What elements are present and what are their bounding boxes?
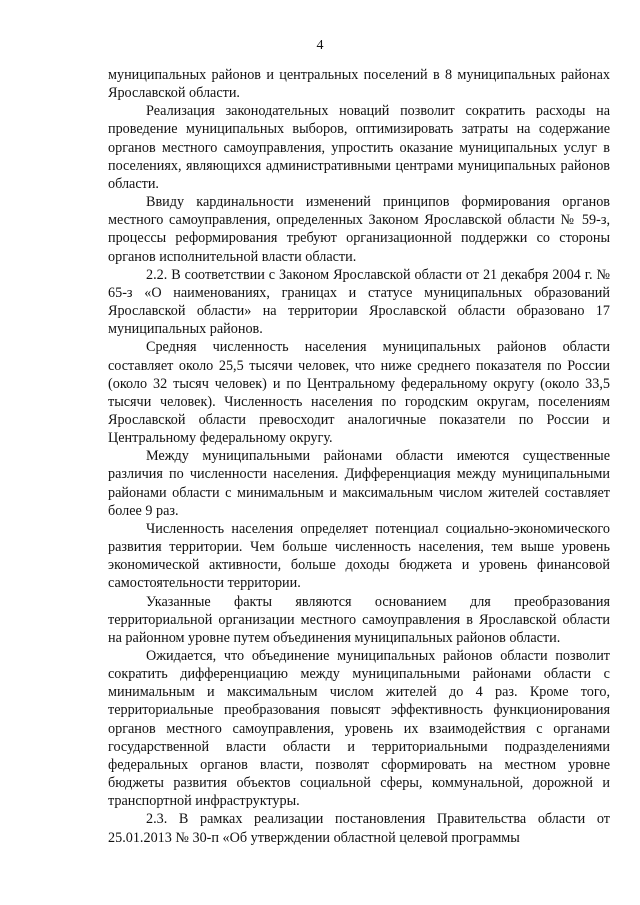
document-body bbox=[108, 66, 610, 847]
paragraph-transformation-basis: Указанные факты являются основанием для преобразования территориальной организации местного самоуправления в Ярославской области на районном уровне путем объединения муниципальных районов области. bbox=[108, 593, 610, 646]
paragraph-population-differences: Между муниципальными районами области имеются существенные различия по численности населения. Дифференциация между муниципальными районами области с минимальным и максимальным числом жителей составляет более 9 раз. bbox=[108, 448, 610, 519]
paragraph-reform-savings: Реализация законодательных новаций позволит сократить расходы на проведение муниципальных выборов, оптимизировать затраты на содержание органов местного самоуправления, упростить оказание муниципальных услуг в поселениях, являющихся административными центрами муниципальных районов области. bbox=[108, 103, 610, 192]
paragraph-section-2-3: 2.3. В рамках реализации постановления Правительства области от 25.01.2013 № 30-п «Об утверждении областной целевой программы bbox=[108, 811, 610, 846]
paragraph-reform-support: Ввиду кардинальности изменений принципов формирования органов местного самоуправления, определенных Законом Ярославской области № 59-з, процессы реформирования требуют организационной поддержки со стороны органов исполнительной власти области. bbox=[108, 194, 610, 265]
paragraph-expected-results: Ожидается, что объединение муниципальных районов области позволит сократить дифференциацию между муниципальными районами области с минимальным и максимальным числом жителей до 4 раз. Кроме того, территориальные преобразования повысят эффективность функционирования органов местного самоуправления, уровень их взаимодействия с органами государственной власти области и территориальными подразделениями федеральных органов власти, позволят сформировать на местном уровне бюджеты развития объектов социальной сферы, коммунальной, дорожной и транспортной инфраструктуры. bbox=[108, 648, 610, 810]
paragraph-continuation: муниципальных районов и центральных поселений в 8 муниципальных районах Ярославской области. bbox=[108, 67, 610, 102]
paragraph-population-average: Средняя численность населения муниципальных районов области составляет около 25,5 тысячи человек, что ниже среднего показателя по России (около 32 тысяч человек) и по Центральному федеральному округу (около 33,5 тысячи человек). Численность населения по городским округам, поселениям Ярославской области превосходит аналогичные показатели по России и Центральному федеральному округу. bbox=[108, 339, 610, 447]
paragraph-population-potential: Численность населения определяет потенциал социально-экономического развития территории. Чем больше численность населения, тем выше уровень экономической активности, больше доходы бюджета и уровень финансовой самостоятельности территории. bbox=[108, 520, 610, 592]
page-number: 4 bbox=[316, 38, 324, 53]
paragraph-section-2-2: 2.2. В соответствии с Законом Ярославской области от 21 декабря 2004 г. № 65-з «О наименованиях, границах и статусе муниципальных образований Ярославской области» на территории Ярославской области образовано 17 муниципальных районов. bbox=[108, 266, 610, 338]
